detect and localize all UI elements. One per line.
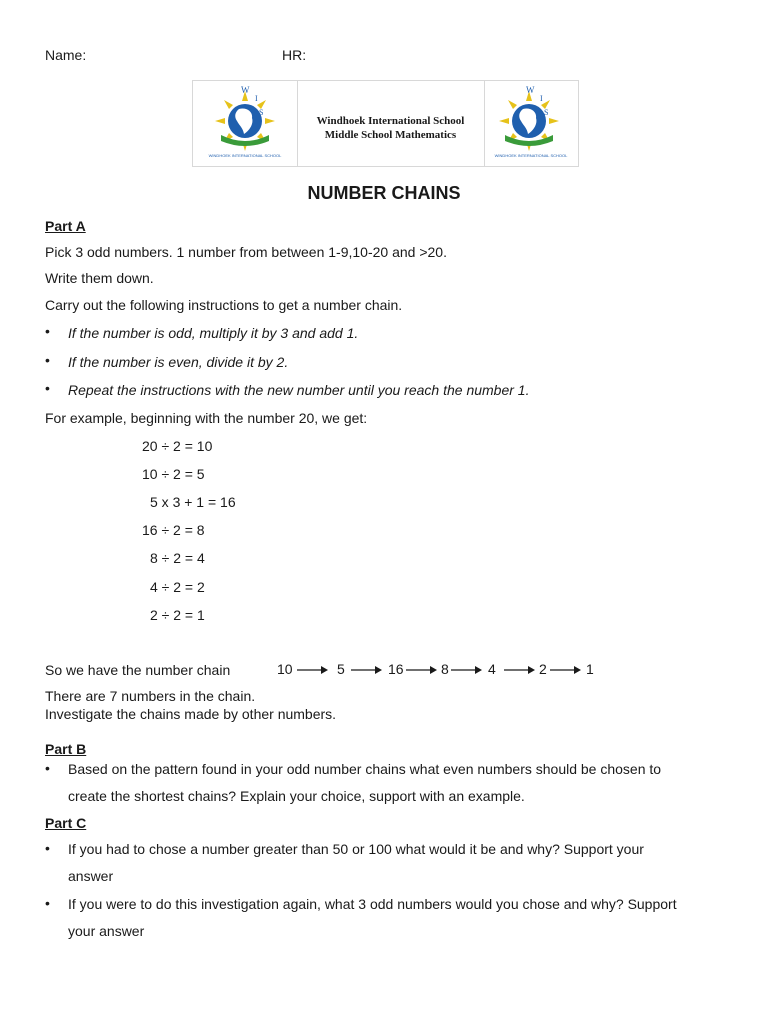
chain-number: 2 [539, 661, 547, 677]
bullet-dot: • [45, 840, 50, 856]
part-a-paragraph-3: Carry out the following instructions to get a number chain. [45, 297, 403, 313]
school-subtitle: Middle School Mathematics [324, 129, 457, 141]
right-arrow-icon [549, 663, 583, 677]
svg-text:S: S [259, 108, 264, 117]
globe-logo-icon [193, 81, 297, 166]
part-b-question-line-2: create the shortest chains? Explain your choice, support with an example. [68, 788, 525, 804]
chain-number: 8 [441, 661, 449, 677]
right-arrow-icon [450, 663, 484, 677]
chain-number: 5 [337, 661, 345, 677]
part-c-heading: Part C [45, 815, 87, 831]
part-a-heading: Part A [45, 218, 86, 234]
school-name-cell [297, 81, 485, 166]
globe-logo-icon [484, 81, 578, 166]
instruction-even: If the number is even, divide it by 2. [68, 354, 289, 370]
part-c-question-1-line-2: answer [68, 868, 114, 884]
equation: 2 ÷ 2 = 1 [150, 607, 205, 623]
instruction-odd: If the number is odd, multiply it by 3 and add 1. [68, 325, 359, 341]
svg-text:W: W [526, 85, 535, 95]
school-logo-left [193, 81, 298, 166]
bullet-dot: • [45, 380, 50, 396]
svg-text:S: S [544, 108, 549, 117]
part-c-question-1-line-1: If you had to chose a number greater than 50 or 100 what would it be and why? Support your [68, 841, 644, 857]
chain-number: 10 [277, 661, 293, 677]
equation: 10 ÷ 2 = 5 [142, 466, 205, 482]
equation: 16 ÷ 2 = 8 [142, 522, 205, 538]
name-label: Name: [45, 47, 87, 63]
school-banner [192, 80, 579, 167]
part-b-heading: Part B [45, 741, 87, 757]
instruction-repeat: Repeat the instructions with the new number until you reach the number 1. [68, 382, 530, 398]
part-a-paragraph-1: Pick 3 odd numbers. 1 number from between 1-9,10-20 and >20. [45, 244, 447, 260]
chain-count: There are 7 numbers in the chain. [45, 688, 256, 704]
right-arrow-icon [405, 663, 439, 677]
part-c-question-2-line-2: your answer [68, 923, 145, 939]
part-b-question-line-1: Based on the pattern found in your odd number chains what even numbers should be chosen to [68, 761, 662, 777]
chain-number: 4 [488, 661, 496, 677]
svg-text:I: I [255, 94, 258, 103]
right-arrow-icon [296, 663, 330, 677]
equation: 4 ÷ 2 = 2 [150, 579, 205, 595]
example-intro: For example, beginning with the number 20, we get: [45, 410, 368, 426]
part-a-paragraph-2: Write them down. [45, 270, 154, 286]
right-arrow-icon [503, 663, 537, 677]
equation: 5 x 3 + 1 = 16 [150, 494, 236, 510]
part-c-question-2-line-1: If you were to do this investigation again, what 3 odd numbers would you chose and why? Support [68, 896, 677, 912]
school-logo-right [484, 81, 578, 166]
chain-intro: So we have the number chain [45, 662, 231, 678]
bullet-dot: • [45, 323, 50, 339]
investigate-text: Investigate the chains made by other numbers. [45, 706, 337, 722]
equation: 8 ÷ 2 = 4 [150, 550, 205, 566]
right-arrow-icon [350, 663, 384, 677]
bullet-dot: • [45, 895, 50, 911]
chain-number: 1 [586, 661, 594, 677]
chain-number: 16 [388, 661, 404, 677]
page-title: NUMBER CHAINS [307, 183, 461, 203]
svg-text:I: I [540, 94, 543, 103]
svg-text:WINDHOEK INTERNATIONAL SCHOOL: WINDHOEK INTERNATIONAL SCHOOL [208, 153, 282, 158]
svg-text:W: W [241, 85, 250, 95]
school-name: Windhoek International School [316, 115, 465, 127]
bullet-dot: • [45, 352, 50, 368]
hr-label: HR: [282, 47, 307, 63]
svg-text:WINDHOEK INTERNATIONAL SCHOOL: WINDHOEK INTERNATIONAL SCHOOL [494, 153, 568, 158]
equation: 20 ÷ 2 = 10 [142, 438, 213, 454]
bullet-dot: • [45, 760, 50, 776]
